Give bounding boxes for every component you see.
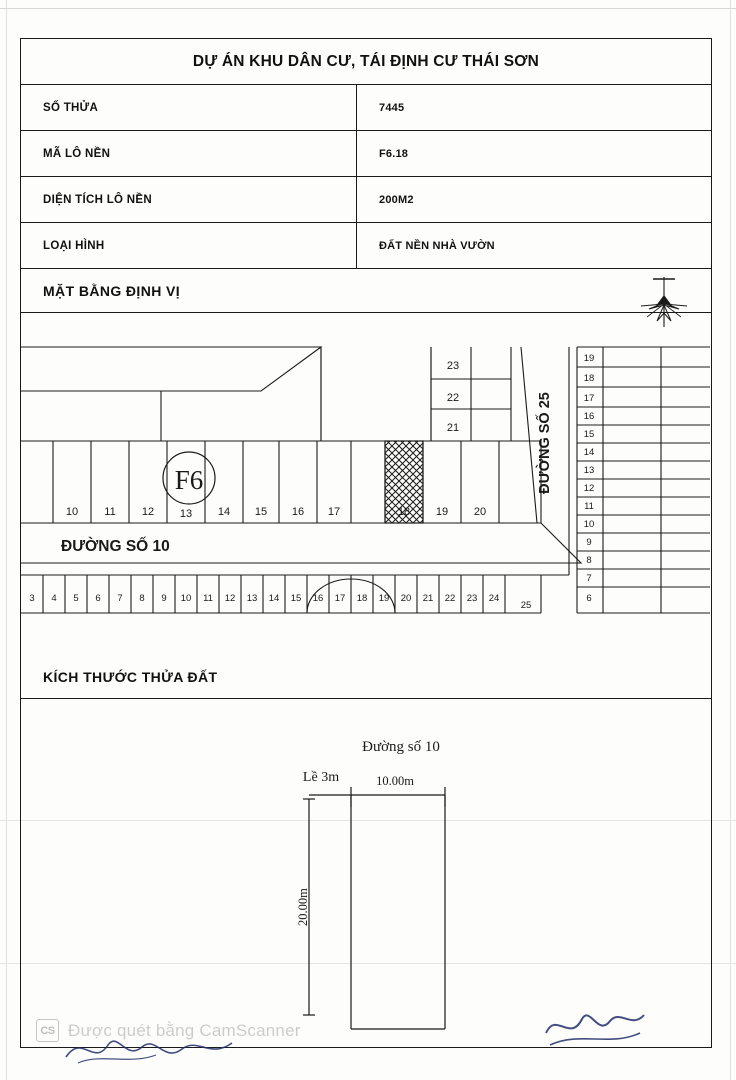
svg-text:18: 18 — [356, 593, 368, 604]
svg-text:7: 7 — [117, 593, 123, 604]
svg-text:10: 10 — [583, 519, 595, 530]
svg-text:16: 16 — [583, 411, 595, 422]
document-frame — [20, 38, 712, 1048]
paper-edge-top — [0, 8, 736, 9]
table-row — [21, 131, 711, 177]
svg-text:10: 10 — [65, 506, 79, 518]
svg-text:7: 7 — [586, 573, 592, 584]
svg-text:20: 20 — [473, 506, 487, 518]
paper-edge-left — [6, 0, 7, 1080]
svg-text:22: 22 — [446, 392, 460, 404]
section-heading-mat-bang: MẶT BẰNG ĐỊNH VỊ — [21, 269, 711, 313]
paper-edge-right — [730, 0, 731, 1080]
svg-text:11: 11 — [584, 501, 594, 512]
svg-text:4: 4 — [51, 593, 57, 604]
svg-text:18: 18 — [397, 506, 411, 518]
row-label: DIỆN TÍCH LÔ NỀN — [21, 177, 357, 222]
svg-text:16: 16 — [291, 506, 305, 518]
svg-text:14: 14 — [268, 593, 280, 604]
map-block-label: F6 — [174, 465, 204, 495]
document-title-row — [21, 39, 711, 85]
svg-text:23: 23 — [466, 593, 478, 604]
svg-text:17: 17 — [334, 593, 346, 604]
svg-text:24: 24 — [488, 593, 500, 604]
svg-text:14: 14 — [217, 506, 231, 518]
site-plan-map — [21, 313, 711, 655]
camscanner-text: Được quét bằng CamScanner — [68, 1020, 301, 1040]
svg-text:8: 8 — [139, 593, 145, 604]
svg-text:5: 5 — [73, 593, 79, 604]
svg-text:20: 20 — [400, 593, 412, 604]
svg-text:10: 10 — [180, 593, 192, 604]
svg-text:11: 11 — [104, 506, 116, 518]
svg-text:19: 19 — [378, 593, 390, 604]
svg-text:8: 8 — [586, 555, 592, 566]
svg-text:13: 13 — [246, 593, 258, 604]
parcel-dimension-drawing — [21, 699, 711, 1047]
page-title: DỰ ÁN KHU DÂN CƯ, TÁI ĐỊNH CƯ THÁI SƠN — [192, 52, 540, 70]
table-row — [21, 85, 711, 131]
svg-text:21: 21 — [422, 593, 434, 604]
camscanner-badge: CS — [36, 1019, 59, 1042]
svg-text:9: 9 — [161, 593, 167, 604]
table-row — [21, 223, 711, 269]
svg-text:19: 19 — [583, 353, 595, 364]
svg-text:17: 17 — [327, 506, 341, 518]
svg-text:12: 12 — [141, 506, 155, 518]
camscanner-watermark — [36, 1019, 301, 1042]
svg-text:21: 21 — [446, 422, 460, 434]
svg-text:23: 23 — [446, 360, 460, 372]
svg-text:19: 19 — [435, 506, 449, 518]
dim-sidewalk-label: Lề 3m — [302, 770, 340, 785]
svg-text:13: 13 — [179, 508, 193, 520]
row-value: 200M2 — [379, 193, 414, 206]
svg-text:11: 11 — [203, 593, 213, 604]
svg-text:6: 6 — [586, 593, 592, 604]
info-table — [21, 85, 711, 269]
dim-depth-label: 20.00m — [296, 888, 310, 926]
row-value: ĐẤT NỀN NHÀ VƯỜN — [379, 239, 495, 252]
row-label: LOẠI HÌNH — [21, 223, 357, 268]
svg-text:18: 18 — [583, 373, 595, 384]
handwritten-signature-right — [540, 1003, 650, 1058]
svg-text:25: 25 — [520, 600, 532, 611]
svg-text:12: 12 — [224, 593, 236, 604]
svg-text:15: 15 — [254, 506, 268, 518]
row-label: MÃ LÔ NỀN — [21, 131, 357, 176]
row-value: 7445 — [379, 101, 405, 114]
svg-text:16: 16 — [312, 593, 324, 604]
svg-text:9: 9 — [586, 537, 592, 548]
row-value: F6.18 — [379, 147, 409, 160]
svg-text:15: 15 — [290, 593, 302, 604]
svg-text:12: 12 — [583, 483, 595, 494]
svg-text:17: 17 — [583, 393, 595, 404]
table-row — [21, 177, 711, 223]
svg-text:13: 13 — [583, 465, 595, 476]
section-heading-kich-thuoc: KÍCH THƯỚC THỬA ĐẤT — [21, 655, 711, 699]
svg-text:14: 14 — [583, 447, 595, 458]
svg-text:3: 3 — [29, 593, 35, 604]
street-label-vertical: ĐƯỜNG SỐ 25 — [537, 392, 553, 494]
row-label: SỐ THỬA — [21, 85, 357, 130]
svg-text:22: 22 — [444, 593, 456, 604]
dim-width-label: 10.00m — [376, 774, 414, 788]
street-label-horizontal: ĐƯỜNG SỐ 10 — [61, 538, 170, 555]
svg-text:15: 15 — [583, 429, 595, 440]
svg-text:6: 6 — [95, 593, 101, 604]
dim-street-label: Đường số 10 — [362, 739, 440, 755]
